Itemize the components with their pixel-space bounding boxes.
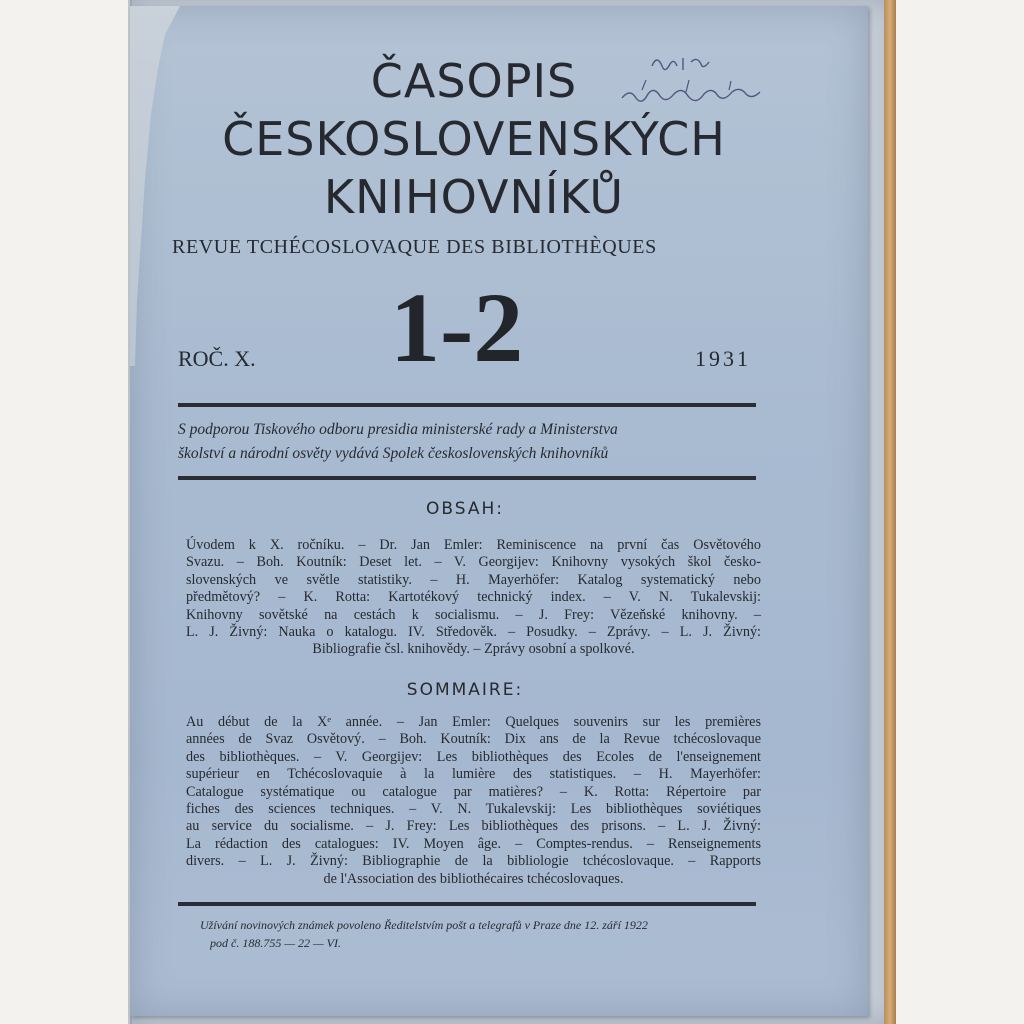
contents-line: předmětový? – K. Rotta: Kartotékový technický index. – V. N. Tukalevskij: <box>186 589 761 606</box>
divider-rule <box>178 476 756 480</box>
publisher-line: školství a národní osvěty vydává Spolek československých knihovníků <box>178 445 609 462</box>
contents-line: supérieur en Tchécoslovaquie à la lumière des statistiques. – H. Mayerhöfer: <box>186 766 761 783</box>
title-line-2: ČESKOSLOVENSKÝCH <box>222 112 726 166</box>
contents-line: Bibliografie čsl. knihovědy. – Zprávy osobní a spolkové. <box>312 641 635 658</box>
contents-line: de l'Association des bibliothécaires tchécoslovaques. <box>323 870 624 887</box>
sommaire-heading: SOMMAIRE: <box>406 680 524 700</box>
contents-line: slovenských ve světle statistiky. – H. Mayerhöfer: Katalog systematický nebo <box>186 571 761 588</box>
obsah-heading: OBSAH: <box>426 499 504 519</box>
obsah-contents <box>186 537 761 659</box>
contents-line: fiches des sciences techniques. – V. N. Tukalevskij: Les bibliothèques soviétiques <box>186 801 761 818</box>
year-label: 1931 <box>695 346 751 371</box>
issue-number: 1-2 <box>390 272 524 383</box>
postal-notice-line: pod č. 188.755 — 22 — VI. <box>210 936 341 950</box>
magazine-cover <box>130 6 868 1016</box>
title-line-3: KNIHOVNÍKŮ <box>323 170 625 224</box>
divider-rule <box>178 902 756 906</box>
handwritten-note-scribble <box>612 46 812 126</box>
contents-line: au service du socialisme. – J. Frey: Les bibliothèques des prisons. – L. J. Živný: <box>186 818 761 835</box>
divider-rule <box>178 403 756 407</box>
book-spine-edge <box>884 0 896 1024</box>
subtitle: REVUE TCHÉCOSLOVAQUE DES BIBLIOTHÈQUES <box>172 236 657 258</box>
contents-line: L. J. Živný: Nauka o katalogu. IV. Středověk. – Posudky. – Zprávy. – L. J. Živný: <box>186 624 761 641</box>
postal-notice <box>200 916 740 952</box>
contents-line: Au début de la Xᵉ année. – Jan Emler: Quelques souvenirs sur les premières <box>186 714 761 730</box>
volume-label: ROČ. X. <box>178 346 256 371</box>
contents-line: Catalogue systématique ou catalogue par matières? – K. Rotta: Répertoire par <box>186 783 761 800</box>
postal-notice-line: Užívání novinových známek povoleno Ředitelstvím pošt a telegrafů v Praze dne 12. září 1922 <box>200 918 648 932</box>
sommaire-contents <box>186 714 761 888</box>
contents-line: des bibliothèques. – V. Georgijev: Les bibliothèques des Ecoles de l'enseignement <box>186 748 761 765</box>
contents-line: divers. – L. J. Živný: Bibliographie de la bibliologie tchécoslovaque. – Rapports <box>186 853 761 870</box>
contents-line: années de Svaz Osvětový. – Boh. Koutník: Dix ans de la Revue tchécoslovaque <box>186 731 761 748</box>
title-line-1: ČASOPIS <box>370 54 578 108</box>
publisher-line: S podporou Tiskového odboru presidia ministerské rady a Ministerstva <box>178 421 618 438</box>
contents-line: Knihovny sovětské na cestách k socialismu. – J. Frey: Vězeňské knihovny. – <box>186 606 761 623</box>
contents-line: Úvodem k X. ročníku. – Dr. Jan Emler: Reminiscence na první čas Osvětového <box>186 537 761 553</box>
publisher-statement <box>178 418 758 466</box>
contents-line: Svazu. – Boh. Koutník: Deset let. – V. Georgijev: Knihovny vysokých škol česko- <box>186 554 761 571</box>
contents-line: La rédaction des catalogues: IV. Moyen âge. – Comptes-rendus. – Renseignements <box>186 835 761 852</box>
